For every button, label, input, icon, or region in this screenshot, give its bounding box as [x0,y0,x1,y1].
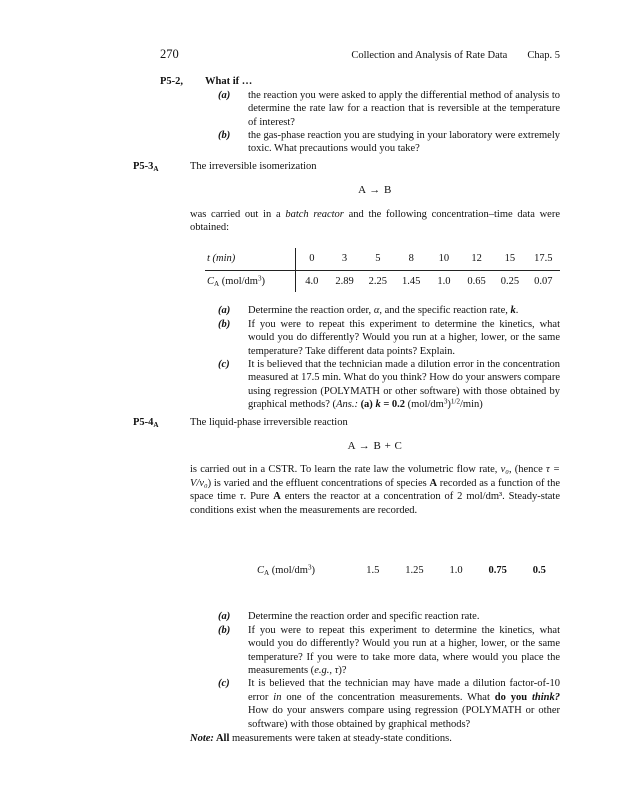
item-text [248,624,560,678]
table-header-concentration [255,561,352,580]
item-label: (a) [218,611,231,623]
paragraph-text: ) is varied and the effluent concentrations of species [207,477,430,489]
tau-symbol: τ [239,491,244,503]
reaction-equation: A → B + C [347,439,403,452]
table-cell: 15 [493,248,526,270]
table-row-concentration [205,270,560,292]
item-text: the reaction you were asked to apply the differential method of analysis to determine the rate law for a reaction that is reversible at the temperature of interest? [248,89,560,128]
paragraph-text-italic: batch reactor [285,208,344,220]
reaction-equation: A → B [358,184,392,197]
superscript: 3 [257,274,262,283]
data-table-effluent-concentration [255,561,560,580]
paragraph-text: enters the reactor at a concentration of 2 mol/dm³. Steady-state conditions exist when the measurements are recorded. [190,491,560,516]
table-cell: 0.5 [532,564,546,576]
chapter-label: Chap. 5 [527,50,560,61]
superscript: 3 [443,397,448,406]
table-cell: 10 [428,248,460,270]
table-cell: 0.25 [500,275,520,287]
table-cell: 1.5 [366,564,380,576]
paragraph-text: , (hence [508,464,546,476]
page-header [133,48,560,62]
item-label: (b) [218,130,231,142]
table-row-time [205,248,560,270]
note [190,732,560,745]
table-cell: 3 [328,248,361,270]
note-text: measurements were taken at steady-state conditions. [229,733,452,745]
list-item-c [218,358,560,412]
table-header-unit: (mol/dm [269,564,308,576]
item-text-part: It is believed that the technician made a dilution error in the concentration measured at 17.5 min. What do you think? How do your answers compare using regression (POLYMATH or other software) with those obtained by graphical methods? ( [248,358,560,411]
answer-value: = 0.2 [380,399,406,411]
item-text-part: )? [338,665,347,676]
item-text-part: It is believed that the technician may have made a dilution factor-of-10 error [248,678,560,703]
table-cell: 1.45 [402,275,421,287]
problem-label: P5-2, [160,76,184,88]
table-cell: 4.0 [305,275,319,287]
table-cell: 0.07 [534,275,553,287]
subscript: A [214,280,220,289]
superscript: 1/2 [450,397,461,406]
answer-unit: ) [447,399,451,411]
note-bold: All [213,733,230,745]
table-cell: 1.0 [437,275,451,287]
problem-p5-2 [133,75,560,155]
table-header-unit: ) [261,275,266,287]
item-label: (b) [218,624,231,636]
item-text-italic: in [273,691,282,703]
subscript: A [264,569,270,578]
list-item-b [218,318,560,358]
table-header-text: C [207,275,215,287]
table-cell: 5 [361,248,394,270]
note-label: Note: [190,733,214,745]
item-text-part: one of the concentration measurements. What [281,691,495,703]
item-text-part: (a) [357,399,376,411]
item-text-italic: e.g., τ [314,665,339,676]
paragraph-text: and the following concentration–time data were obtained: [190,208,560,234]
k-symbol: k [510,305,516,317]
item-text-bold-italic: think? [531,691,560,703]
item-label: (a) [218,89,231,101]
flow-rate-symbol: v₀ [500,464,509,476]
alpha-symbol: α [373,305,380,317]
item-text [248,358,560,412]
table-cell: 0.75 [488,564,507,576]
table-header-text: t (min) [207,253,236,265]
table-cell: 2.89 [335,275,354,287]
list-item-a [218,89,560,129]
problem-label-subscript: A [153,420,159,429]
problem-label-text: P5-3 [133,160,154,172]
running-header-title: Collection and Analysis of Rate Data [351,50,508,61]
answer-label: Ans.: [336,399,358,411]
problem-intro: What if … [205,76,253,88]
answer-unit: (mol/dm [405,399,444,411]
list-item-b [218,624,560,678]
problem-body [190,160,560,412]
item-text-bold: do you [494,691,532,703]
list-item-b [218,129,560,156]
problem-label [133,416,190,746]
item-text-part: How do your answers compare using regression (POLYMATH or other software) with those obtained by graphical methods? [248,705,560,730]
paragraph-text: . Pure [243,491,274,503]
item-text: If you were to repeat this experiment to determine the kinetics, what would you do differently? Would you run at a higher, lower, or the same temperature? Take different data points? Explain. [248,318,560,357]
item-text-part: Determine the reaction order, [248,305,374,317]
item-label: (a) [218,305,231,317]
table-cell: 0 [295,248,328,270]
item-text-part: . [515,305,519,317]
table-cell: 1.25 [405,564,424,576]
species-a-symbol: A [273,491,281,503]
table-cell: 8 [395,248,428,270]
table-cell: 17.5 [527,248,560,270]
answer-unit: /min) [460,399,483,411]
species-a-symbol: A [429,477,438,489]
problem-label-subscript: A [153,164,159,173]
problem-body [190,416,560,746]
item-label: (c) [218,678,230,690]
paragraph-text: recorded as a function of the space time [190,477,560,503]
data-table-concentration-time [205,248,560,292]
problem-intro: The irreversible isomerization [190,160,317,172]
item-text: Determine the reaction order and specific reaction rate. [248,611,480,623]
list-item-c [218,677,560,731]
item-text [248,304,560,317]
item-label: (c) [218,358,230,370]
paragraph [190,208,560,235]
space-time-formula: τ = V/v₀ [190,464,561,489]
table-cell: 2.25 [368,275,388,287]
table-header-concentration [205,270,295,292]
superscript: 3 [307,563,312,572]
item-text-part: , and the specific reaction rate, [379,305,511,317]
k-symbol: k [375,399,381,411]
paragraph-text: is carried out in a CSTR. To learn the rate law the volumetric flow rate, [190,464,501,476]
paragraph-text: was carried out in a [190,208,286,220]
problem-p5-3 [133,160,560,412]
list-item-a [218,304,560,317]
problem-p5-4 [133,416,560,746]
page-number: 270 [160,47,179,61]
table-header-text: C [257,564,265,576]
list-item-a [218,610,560,623]
item-text-part: If you were to repeat this experiment to determine the kinetics, what would you do differently? Would you run at a higher, lower, or the same temperature? If you were to take more data, where would you place the measurements ( [248,624,560,676]
problem-body [205,75,560,155]
table-cell: 12 [460,248,493,270]
item-text: the gas-phase reaction you are studying in your laboratory were extremely toxic. What precautions would you take? [248,130,560,155]
problem-intro: The liquid-phase irreversible reaction [190,416,348,428]
table-cell: 1.0 [449,564,463,576]
problem-label [133,160,190,412]
running-header [351,49,560,62]
table-header-unit: ) [311,564,316,576]
table-row-concentration [255,561,560,580]
paragraph [190,463,560,517]
table-cell: 0.65 [467,275,486,287]
item-text [248,677,560,731]
table-header-time [205,248,295,270]
item-label: (b) [218,318,231,330]
table-header-unit: (mol/dm [219,275,258,287]
problem-label-text: P5-4 [133,416,154,428]
